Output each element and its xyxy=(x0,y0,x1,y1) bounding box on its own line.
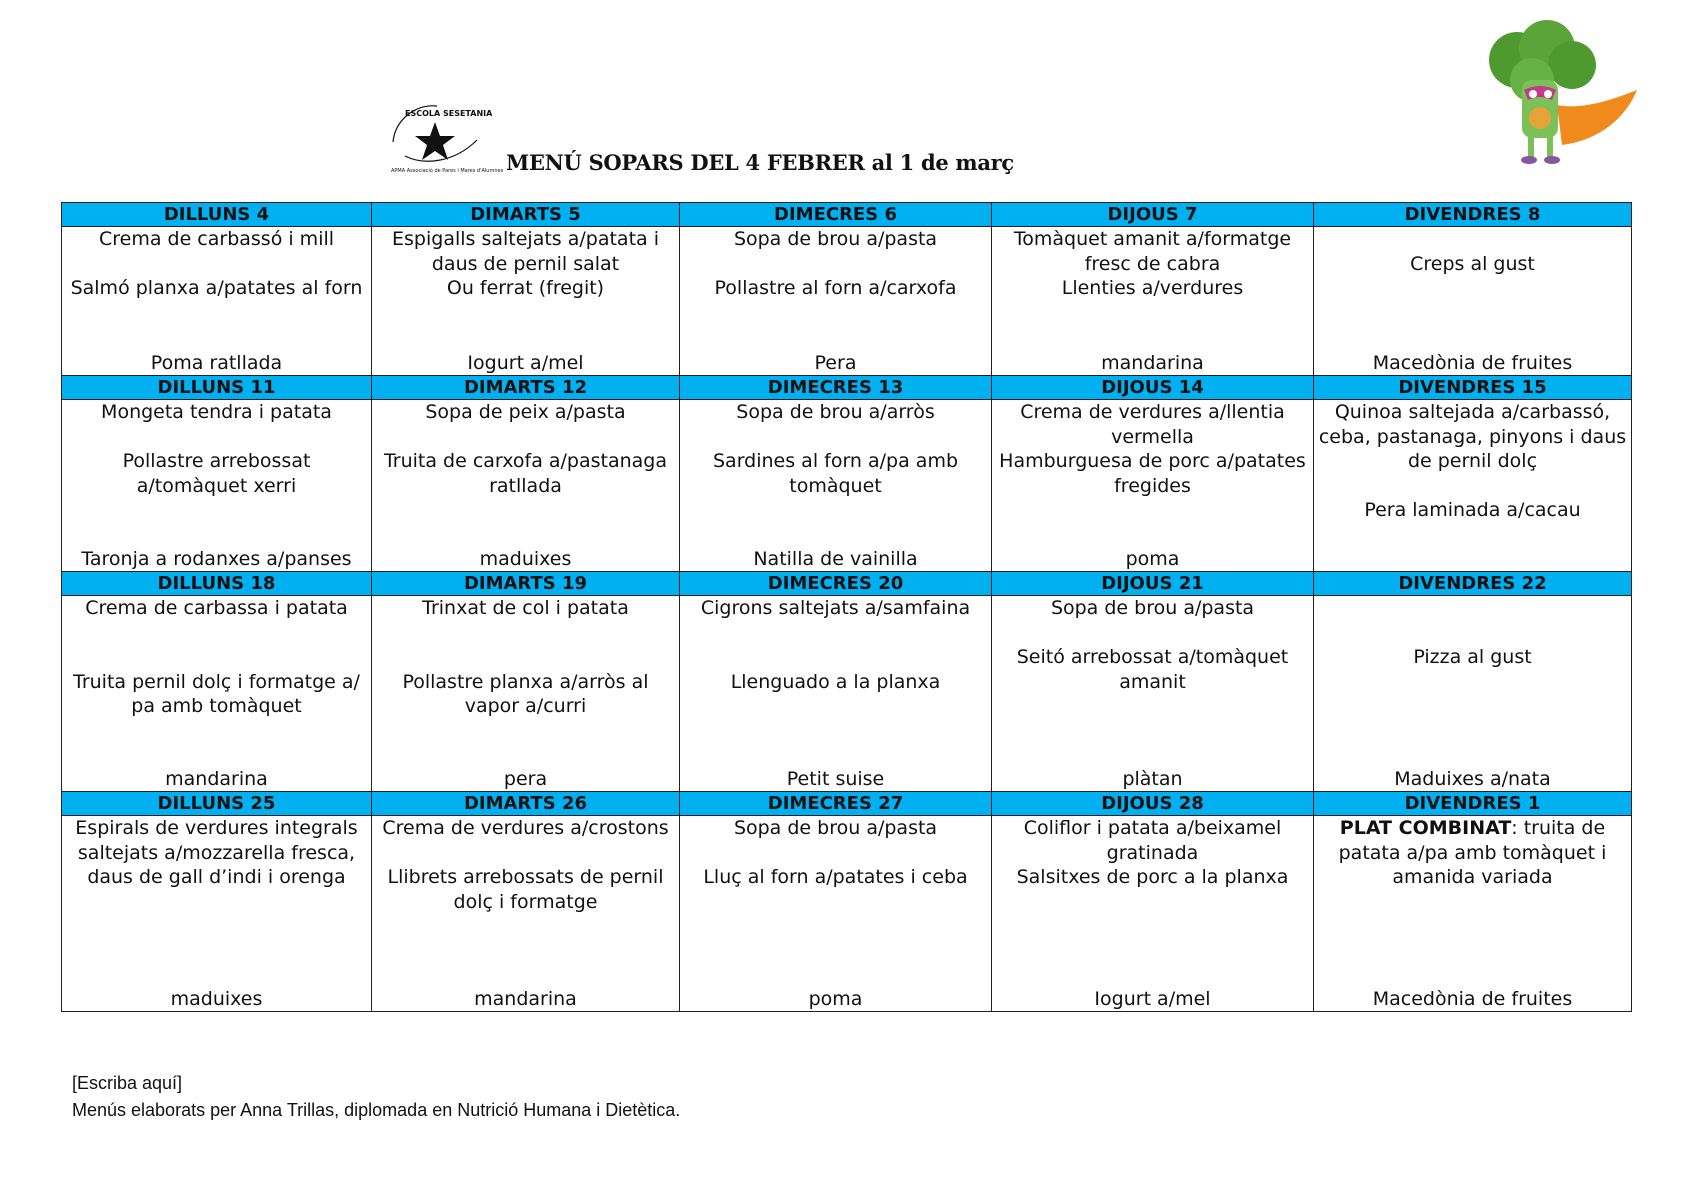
day-menu-cell xyxy=(372,596,680,792)
day-menu-cell xyxy=(992,227,1314,376)
day-header: DIJOUS 14 xyxy=(992,376,1314,400)
dessert: Iogurt a/mel xyxy=(1094,987,1211,1010)
week-menu-row xyxy=(62,227,1632,376)
broccoli-mascot xyxy=(1462,20,1642,170)
day-header: DIMARTS 19 xyxy=(372,572,680,596)
first-course: Sopa de brou a/pasta xyxy=(1050,597,1255,619)
day-menu-cell xyxy=(62,596,372,792)
second-course: Pizza al gust xyxy=(1413,646,1532,668)
second-course: Ou ferrat (fregit) xyxy=(446,277,605,299)
first-course: Sopa de brou a/pasta xyxy=(733,817,938,839)
day-menu-cell xyxy=(992,400,1314,572)
dessert: plàtan xyxy=(1122,767,1183,790)
dessert: mandarina xyxy=(165,767,268,790)
day-menu-cell xyxy=(62,227,372,376)
day-header: DIMECRES 13 xyxy=(680,376,992,400)
dessert: Iogurt a/mel xyxy=(467,351,584,374)
day-header: DIJOUS 21 xyxy=(992,572,1314,596)
second-course: Pera laminada a/cacau xyxy=(1364,499,1581,521)
first-course: Sopa de brou a/pasta xyxy=(733,228,938,250)
dessert: Natilla de vainilla xyxy=(753,547,918,570)
second-course: Lluç al forn a/patates i ceba xyxy=(703,866,968,888)
first-course: Crema de carbassó i mill xyxy=(98,228,335,250)
day-menu-cell xyxy=(1314,816,1632,1012)
logo-text: ESCOLA SESETANIA xyxy=(405,109,493,118)
second-course: Llenties a/verdures xyxy=(1061,277,1244,299)
dessert: Macedònia de fruites xyxy=(1372,987,1573,1010)
first-course: Tomàquet amanit a/formatge fresc de cabra xyxy=(1013,228,1292,275)
day-header: DIMECRES 27 xyxy=(680,792,992,816)
day-menu-cell xyxy=(1314,596,1632,792)
first-course xyxy=(1318,227,1627,252)
menu-table xyxy=(61,202,1632,1012)
first-course: Sopa de brou a/arròs xyxy=(736,401,935,423)
first-course: Espigalls saltejats a/patata i daus de pernil salat xyxy=(392,228,659,275)
day-menu-cell xyxy=(680,816,992,1012)
day-header: DILLUNS 18 xyxy=(62,572,372,596)
second-course: Pollastre arrebossat a/tomàquet xerri xyxy=(122,450,311,497)
week-header-row xyxy=(62,203,1632,227)
first-course xyxy=(1318,596,1627,645)
day-menu-cell xyxy=(62,816,372,1012)
day-header: DIMARTS 5 xyxy=(372,203,680,227)
first-course xyxy=(1318,816,1627,890)
second-course: Pollastre al forn a/carxofa xyxy=(714,277,957,299)
school-logo xyxy=(385,100,504,176)
footer-placeholder[interactable]: [Escriba aquí] xyxy=(72,1073,183,1093)
footer xyxy=(72,1070,680,1124)
second-course: Truita de carxofa a/pastanaga ratllada xyxy=(383,450,668,497)
second-course: Pollastre planxa a/arròs al vapor a/curri xyxy=(402,670,649,717)
first-course: Quinoa saltejada a/carbassó, ceba, pastanaga, pinyons i daus de pernil dolç xyxy=(1318,401,1627,472)
first-course: Cigrons saltejats a/samfaina xyxy=(700,597,971,619)
second-course: Seitó arrebossat a/tomàquet amanit xyxy=(1016,646,1289,693)
logo-caption: APMA Associació de Pares i Mares d'Alumnes xyxy=(391,168,504,174)
dessert: maduixes xyxy=(479,547,572,570)
dessert: Pera xyxy=(814,351,857,374)
second-course: Salmó planxa a/patates al forn xyxy=(70,277,363,299)
week-header-row xyxy=(62,376,1632,400)
day-menu-cell xyxy=(992,816,1314,1012)
day-menu-cell xyxy=(372,816,680,1012)
day-header: DILLUNS 11 xyxy=(62,376,372,400)
combined-dish-text: : truita de patata a/pa amb tomàquet i amanida variada xyxy=(1338,817,1607,888)
dessert: Petit suise xyxy=(786,767,885,790)
week-menu-row xyxy=(62,816,1632,1012)
day-menu-cell xyxy=(680,596,992,792)
day-header: DIMARTS 12 xyxy=(372,376,680,400)
dessert: pera xyxy=(503,767,548,790)
dessert: Maduixes a/nata xyxy=(1394,767,1551,790)
first-course: Sopa de peix a/pasta xyxy=(425,401,626,423)
first-course: Trinxat de col i patata xyxy=(422,597,629,619)
second-course: Sardines al forn a/pa amb tomàquet xyxy=(712,450,959,497)
first-course: Mongeta tendra i patata xyxy=(101,401,332,423)
day-header: DILLUNS 25 xyxy=(62,792,372,816)
first-course: Crema de verdures a/llentia vermella xyxy=(1020,401,1285,448)
day-header: DIJOUS 7 xyxy=(992,203,1314,227)
day-menu-cell xyxy=(992,596,1314,792)
second-course: Hamburguesa de porc a/patates fregides xyxy=(999,450,1306,497)
day-menu-cell xyxy=(680,227,992,376)
second-course: Llenguado a la planxa xyxy=(730,670,941,693)
day-header: DIVENDRES 15 xyxy=(1314,376,1632,400)
day-header: DIMECRES 20 xyxy=(680,572,992,596)
dessert: Poma ratllada xyxy=(150,351,283,374)
dessert: poma xyxy=(1125,547,1180,570)
dessert: mandarina xyxy=(474,987,577,1010)
week-header-row xyxy=(62,572,1632,596)
footer-credit: Menús elaborats per Anna Trillas, diplomada en Nutrició Humana i Dietètica. xyxy=(72,1100,681,1120)
week-menu-row xyxy=(62,596,1632,792)
first-course: Crema de verdures a/crostons xyxy=(382,817,669,839)
first-course: Espirals de verdures integrals saltejats a/mozzarella fresca, daus de gall d’indi i orenga xyxy=(75,817,358,888)
week-header-row xyxy=(62,792,1632,816)
page-title: MENÚ SOPARS DEL 4 FEBRER al 1 de març xyxy=(506,150,1014,175)
second-course xyxy=(1318,890,1627,939)
day-menu-cell xyxy=(372,400,680,572)
combined-dish-label: PLAT COMBINAT xyxy=(1339,817,1512,839)
day-header: DIMARTS 26 xyxy=(372,792,680,816)
day-menu-cell xyxy=(680,400,992,572)
day-header: DIVENDRES 1 xyxy=(1314,792,1632,816)
dessert: maduixes xyxy=(170,987,263,1010)
second-course: Truita pernil dolç i formatge a/ pa amb tomàquet xyxy=(73,670,360,717)
day-header: DIVENDRES 8 xyxy=(1314,203,1632,227)
day-header: DIJOUS 28 xyxy=(992,792,1314,816)
day-menu-cell xyxy=(372,227,680,376)
day-header: DIVENDRES 22 xyxy=(1314,572,1632,596)
dessert: poma xyxy=(808,987,863,1010)
second-course: Salsitxes de porc a la planxa xyxy=(1016,866,1289,888)
day-menu-cell xyxy=(62,400,372,572)
second-course xyxy=(66,890,367,939)
first-course: Coliflor i patata a/beixamel gratinada xyxy=(1023,817,1282,864)
day-header: DIMECRES 6 xyxy=(680,203,992,227)
second-course: Creps al gust xyxy=(1410,252,1535,275)
day-header: DILLUNS 4 xyxy=(62,203,372,227)
day-menu-cell xyxy=(1314,227,1632,376)
dessert: Macedònia de fruites xyxy=(1372,351,1573,374)
dessert: mandarina xyxy=(1101,351,1204,374)
first-course: Crema de carbassa i patata xyxy=(85,597,348,619)
second-course: Llibrets arrebossats de pernil dolç i formatge xyxy=(387,866,664,913)
day-menu-cell xyxy=(1314,400,1632,572)
dessert: Taronja a rodanxes a/panses xyxy=(81,547,352,570)
week-menu-row xyxy=(62,400,1632,572)
